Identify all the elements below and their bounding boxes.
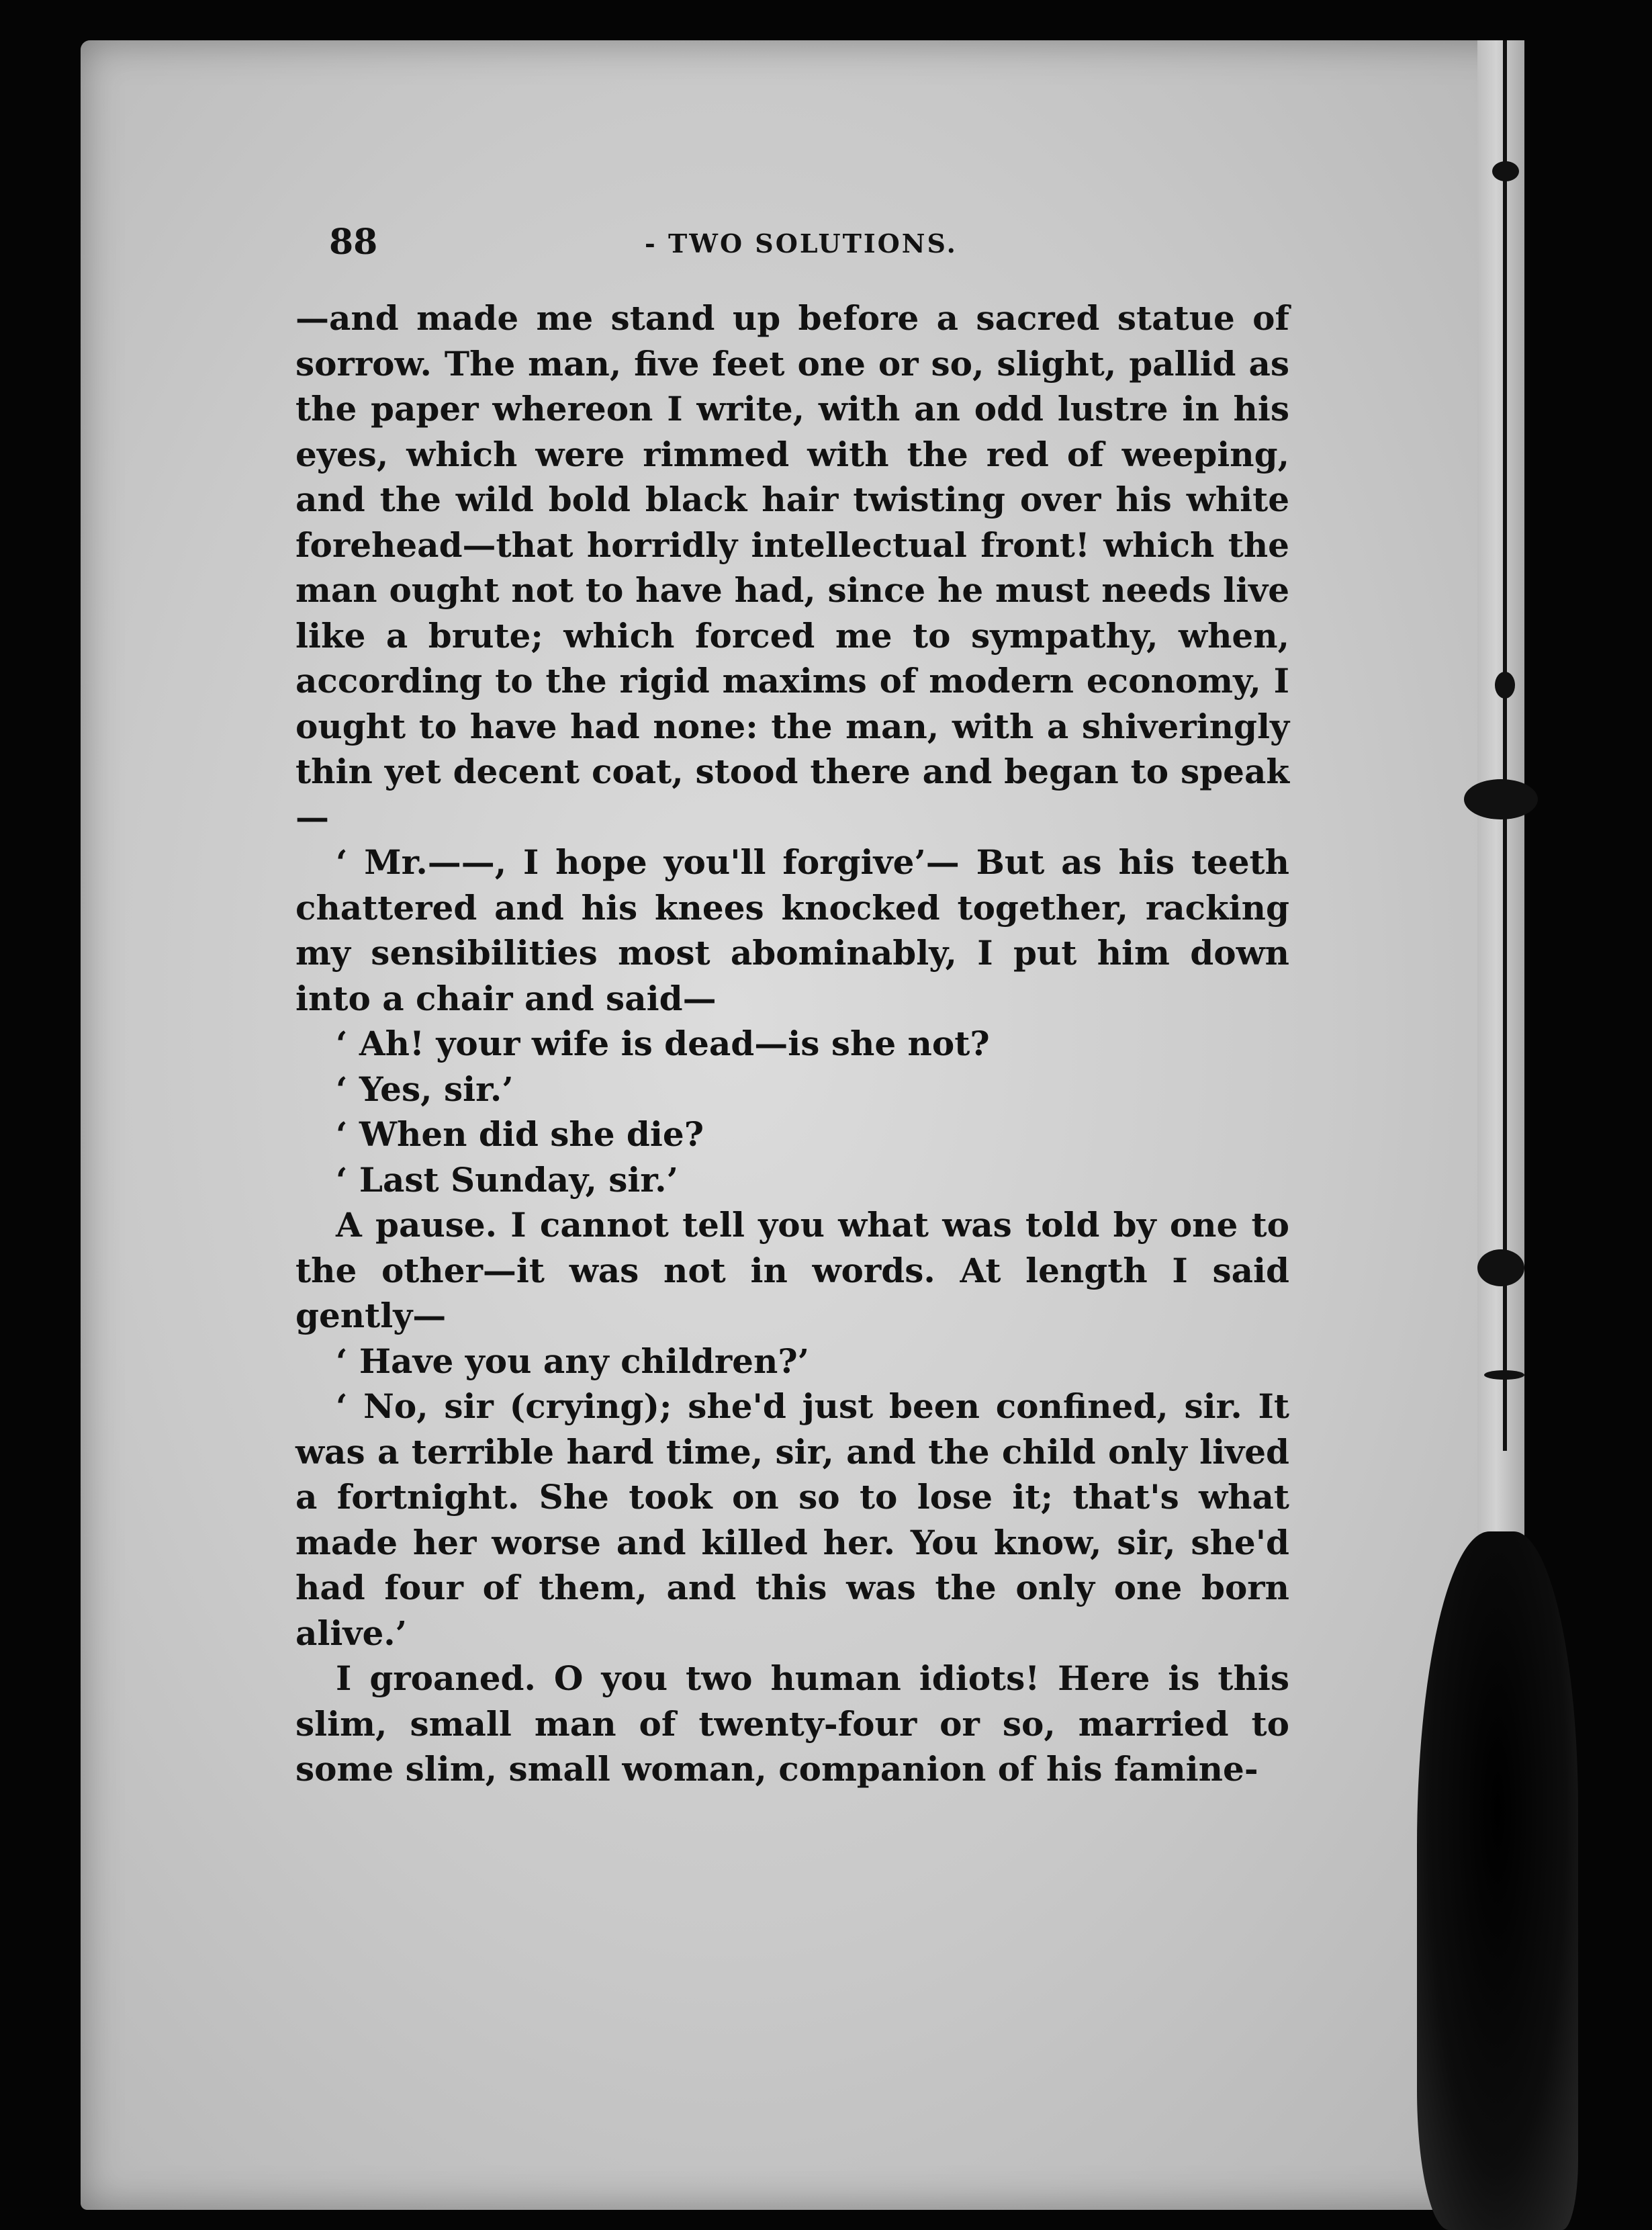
paragraph: ‘ Yes, sir.’: [336, 1069, 514, 1109]
page-number: 88: [329, 222, 378, 263]
binding-stitch-mark: [1464, 779, 1538, 819]
paragraph: ‘ Have you any children?’: [336, 1341, 810, 1381]
paragraph: ‘ No, sir (crying); she'd just been confined, sir. It was a terrible hard time, sir, and the child only lived a fortnight. She took on so to lose it; that's what made her worse and killed her. You know, sir, she'd had four of them, and this was the only one born alive.’: [295, 1386, 1289, 1653]
running-title: - TWO SOLUTIONS.: [645, 228, 958, 259]
paragraph: I groaned. O you two human idiots! Here is this slim, small man of twenty-four or so, married to some slim, small woman, companion of his famine-: [295, 1658, 1289, 1789]
binding-stitch-mark: [1484, 1370, 1524, 1380]
paragraph: A pause. I cannot tell you what was told by one to the other—it was not in words. At length I said gently—: [295, 1205, 1289, 1335]
paragraph: ‘ Last Sunday, sir.’: [336, 1159, 678, 1200]
binding-stitch-mark: [1495, 672, 1515, 699]
page-header: [295, 222, 1289, 296]
body-text: [295, 296, 1289, 1792]
binding-stitch-mark: [1492, 161, 1519, 181]
paragraph: ‘ When did she die?: [336, 1114, 704, 1154]
damaged-edge-stain: [1417, 1531, 1578, 2230]
paragraph: ‘ Ah! your wife is dead—is she not?: [336, 1024, 990, 1063]
binding-thread-line: [1503, 40, 1507, 1451]
page-content: [295, 222, 1289, 1792]
paragraph: —and made me stand up before a sacred statue of sorrow. The man, five feet one or so, slight, pallid as the paper whereon I write, with an odd lustre in his eyes, which were rimmed with the red of weeping, and the wild bold black hair twisting over his white forehead—that horridly intellectual front! which the man ought not to have had, since he must needs live like a brute; which forced me to sympathy, when, according to the rigid maxims of modern economy, I ought to have had none: the man, with a shiveringly thin yet decent coat, stood there and began to speak—: [295, 298, 1289, 837]
binding-stitch-mark: [1477, 1249, 1524, 1286]
paragraph: ‘ Mr.——, I hope you'll forgive’— But as his teeth chattered and his knees knocked together, racking my sensibilities most abominably, I put him down into a chair and said—: [295, 842, 1289, 1018]
